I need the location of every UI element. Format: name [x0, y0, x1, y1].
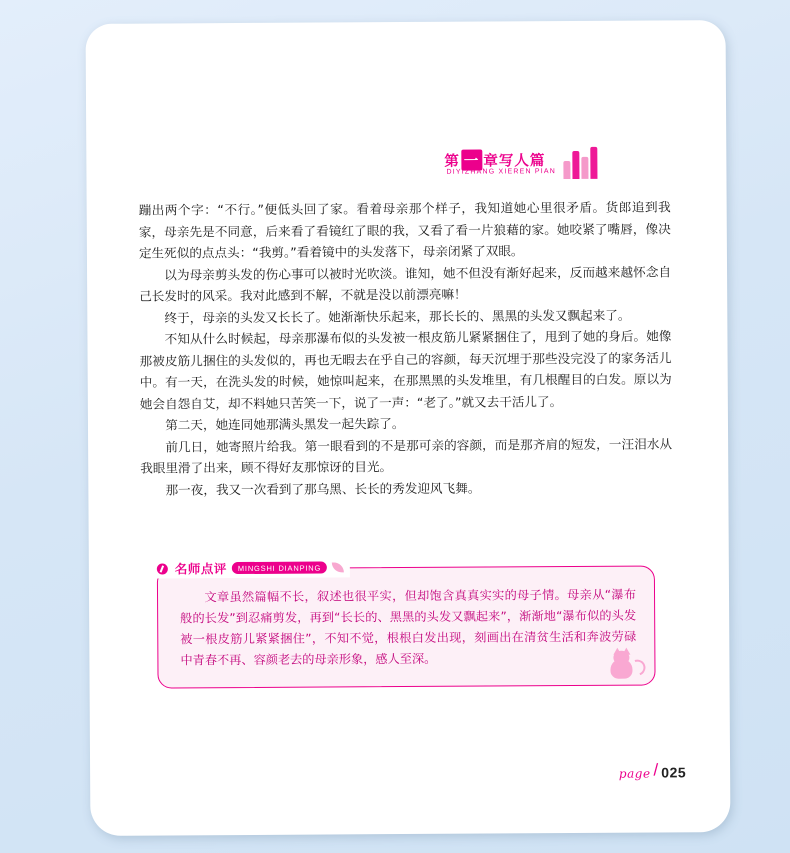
comment-label-pinyin: MINGSHI DIANPING: [232, 561, 327, 574]
teacher-comment-text: 文章虽然篇幅不长，叙述也很平实，但却饱含真真实实的母子情。母亲从“瀑布般的长发”到忍痛剪发，再到“长长的、黑黑的头发又飘起来”，渐渐地“瀑布似的头发被一根皮筋儿紧紧捆住”，不知不觉，根根白发出现，刻画出在清贫生活和奔波劳碌中青春不再、容颜老去的母亲形象，感人至深。: [180, 587, 637, 668]
cat-icon: [602, 645, 642, 679]
page-content-area: [86, 20, 731, 836]
paragraph: 蹦出两个字：“不行。”便低头回了家。看着母亲那个样子，我知道她心里很矛盾。货郎追到我家，母亲先是不同意，后来看了看镜红了眼的我，又看了看一片狼藉的家。她咬紧了嘴唇，像决定生死似的点点头：“我剪。”看着镜中的头发落下，母亲闭紧了双眼。: [138, 199, 671, 261]
book-page: [86, 20, 731, 836]
article-body: [139, 196, 673, 500]
chapter-title-pinyin: DIYIZHANG XIEREN PIAN: [446, 168, 557, 176]
leaf-icon: [332, 562, 344, 572]
paragraph: 终于，母亲的头发又长长了。她渐渐快乐起来，那长长的、黑黑的头发又飘起来了。: [164, 307, 631, 325]
chapter-suffix: 写人篇: [498, 153, 546, 170]
teacher-comment-box: [157, 565, 656, 688]
page-digits: 025: [661, 764, 687, 781]
chapter-header: [444, 146, 674, 189]
paragraph: 第二天，她连同她那满头黑发一起失踪了。: [165, 416, 405, 433]
chapter-number: 一: [461, 150, 483, 171]
page-number: [619, 760, 686, 780]
chapter-prefix: 第: [444, 153, 460, 170]
chapter-bars-icon: [562, 143, 598, 179]
paragraph: 以为母亲剪头发的伤心事可以被时光吹淡。谁知，她不但没有渐好起来，反而越来越怀念自己长发时的风采。我对此感到不解，不就是没以前漂亮嘛！: [139, 263, 672, 304]
teacher-comment-label: [153, 557, 350, 578]
paragraph: 前几日，她寄照片给我。第一眼看到的不是那可亲的容颜，而是那齐肩的短发，一汪泪水从我眼里滑了出来，顾不得好友那惊讶的目光。: [140, 435, 673, 476]
chapter-mid: 章: [483, 153, 499, 170]
comment-label-chinese: 名师点评: [174, 561, 227, 577]
page-word: page: [618, 766, 651, 781]
paragraph: 那一夜，我又一次看到了那乌黑、长长的秀发迎风飞舞。: [165, 480, 481, 497]
paragraph: 不知从什么时候起，母亲那瀑布似的头发被一根皮筋儿紧紧捆住了，甩到了她的身后。她像那被皮筋儿捆住的头发似的，再也无暇去在乎自己的容颜，每天沉埋于那些没完没了的家务活儿中。有一天，在洗头发的时候，她惊叫起来，在那黑黑的头发堆里，有几根醒目的白发。原以为她会自怨自艾，却不料她只苦笑一下，说了一声：“老了。”就又去干活儿了。: [139, 328, 672, 412]
pen-icon: [155, 561, 170, 576]
page-slash: /: [653, 760, 659, 780]
